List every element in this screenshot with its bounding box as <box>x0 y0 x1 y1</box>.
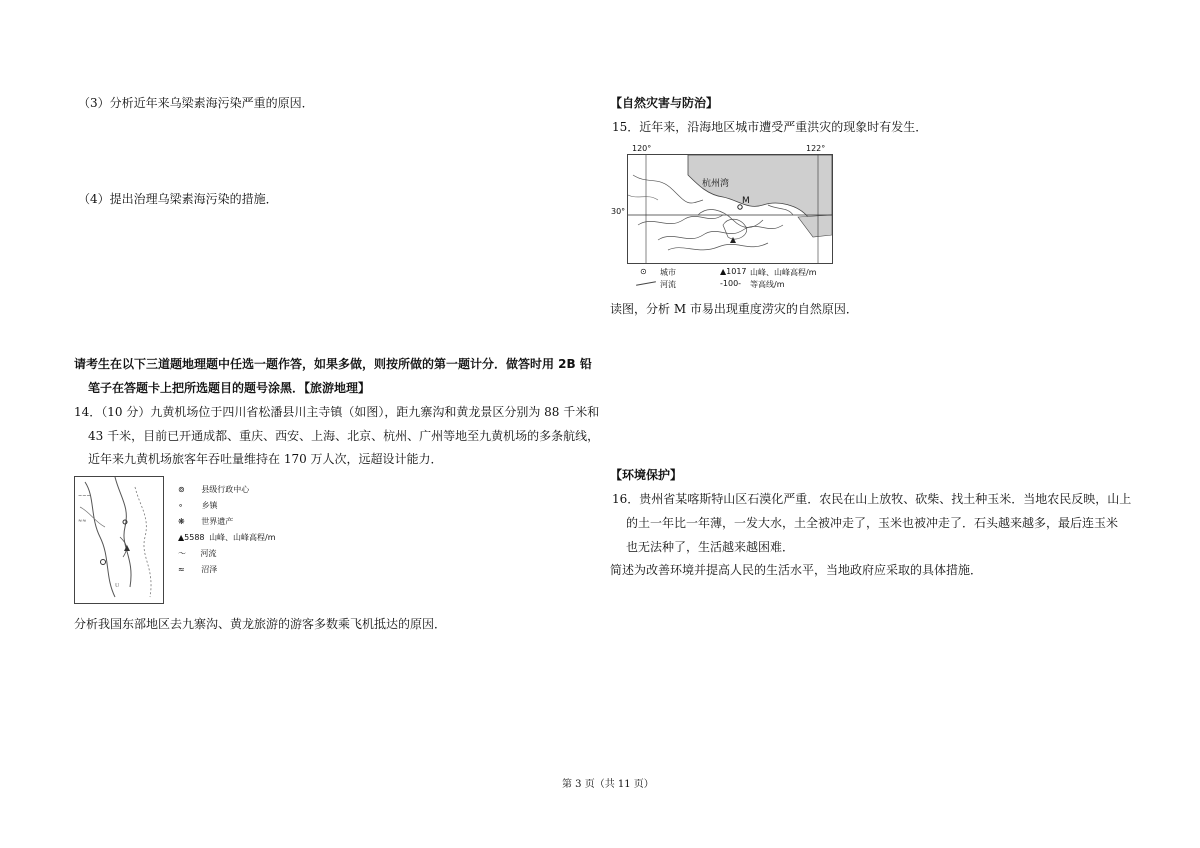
instruction-line-2: 笔子在答题卡上把所选题目的题号涂黑．【旅游地理】 <box>88 381 371 395</box>
question-4: （4）提出治理乌梁素海污染的措施． <box>78 192 278 206</box>
section-environment: 【环境保护】 <box>610 468 683 482</box>
question-15-line-1: 15．近年来，沿海地区城市遭受严重洪灾的现象时有发生． <box>612 120 928 134</box>
legend-item-swamp: ≈ 沼泽 <box>178 565 218 574</box>
legend-contour-label: 等高线/m <box>750 280 785 289</box>
question-16-prompt: 简述为改善环境并提高人民的生活水平，当地政府应采取的具体措施． <box>610 563 983 577</box>
county-center-icon: ⊚ <box>178 485 185 494</box>
section-natural-disaster: 【自然灾害与防治】 <box>610 96 719 110</box>
city-m-label: M <box>742 196 750 206</box>
svg-text:~~~: ~~~ <box>78 493 91 499</box>
jiuzhai-map-legend <box>178 484 276 580</box>
question-14-prompt: 分析我国东部地区去九寨沟、黄龙旅游的游客多数乘飞机抵达的原因． <box>74 617 447 631</box>
bay-label: 杭州湾 <box>702 179 730 189</box>
river-icon: 〜 <box>178 549 186 558</box>
hangzhou-bay-map-drawing <box>628 155 832 263</box>
page-number: 第 3 页（共 11 页） <box>562 779 654 790</box>
peak-icon: ▲5588 <box>178 533 205 542</box>
legend-item-river: 〜 河流 <box>178 549 217 558</box>
map-lat-30: 30° <box>611 207 626 216</box>
legend-item-heritage: ❋ 世界遗产 <box>178 517 234 526</box>
legend-item-peak: ▲5588 山峰、山峰高程/m <box>178 533 276 542</box>
map-lon-122: 122° <box>806 144 826 153</box>
legend-item-town: ∘ 乡镇 <box>178 501 218 510</box>
question-3: （3）分析近年来乌梁素海污染严重的原因． <box>78 96 314 110</box>
legend-item-county: ⊚ 县级行政中心 <box>178 485 250 494</box>
legend-river-label: 河流 <box>660 280 676 289</box>
instruction-line-1: 请考生在以下三道题地理题中任选一题作答，如果多做，则按所做的第一题计分．做答时用 2B 铅 <box>74 357 592 371</box>
swamp-icon: ≈ <box>178 565 185 574</box>
question-14-line-3: 近年来九黄机场旅客年吞吐量维持在 170 万人次，远超设计能力． <box>88 452 443 466</box>
river-line-icon <box>636 281 656 285</box>
legend-peak-label: 山峰、山峰高程/m <box>750 268 817 277</box>
heritage-icon: ❋ <box>178 517 185 526</box>
question-16-line-1: 16．贵州省某喀斯特山区石漠化严重．农民在山上放牧、砍柴、找土种玉米．当地农民反映，山上 <box>612 492 1132 506</box>
town-icon: ∘ <box>178 501 184 510</box>
map-lon-120: 120° <box>632 144 652 153</box>
svg-text:U: U <box>115 583 120 589</box>
legend-peak-icon: ▲1017 <box>720 267 747 276</box>
question-15-prompt: 读图，分析 M 市易出现重度涝灾的自然原因． <box>610 302 858 316</box>
question-14-line-1: 14．（10 分）九黄机场位于四川省松潘县川主寺镇（如图），距九寨沟和黄龙景区分别为 88 千米和 <box>74 405 600 419</box>
question-14-line-2: 43 千米，目前已开通成都、重庆、西安、上海、北京、杭州、广州等地至九黄机场的多条航线， <box>88 429 600 443</box>
jiuzhai-map <box>74 476 164 604</box>
legend-city-label: 城市 <box>660 268 676 277</box>
question-16-line-3: 也无法种了，生活越来越困难． <box>626 540 795 554</box>
question-16-line-2: 的土一年比一年薄，一发大水，土全被冲走了，玉米也被冲走了．石头越来越多，最后连玉米 <box>626 516 1119 530</box>
contour-line-icon: -100- <box>720 279 742 288</box>
svg-text:≈≈: ≈≈ <box>78 518 87 524</box>
hangzhou-bay-map <box>627 154 833 264</box>
jiuzhai-map-drawing <box>75 477 163 603</box>
legend-city-icon: ⊙ <box>640 267 647 276</box>
